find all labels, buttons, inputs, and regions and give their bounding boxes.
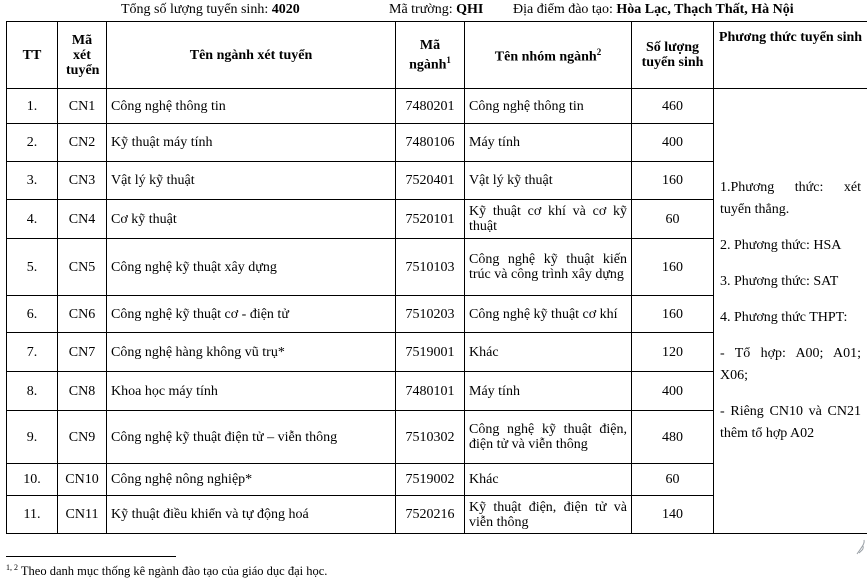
cell-code: CN11 xyxy=(58,496,107,534)
footnote-divider xyxy=(6,556,176,557)
cell-major-code: 7520216 xyxy=(396,496,465,534)
total-label: Tổng số lượng tuyển sinh: xyxy=(121,2,269,17)
training-location xyxy=(513,2,794,18)
cell-group: Công nghệ kỹ thuật điện, điện tử và viễn thông xyxy=(465,411,632,464)
group-label: Tên nhóm ngành xyxy=(494,49,597,65)
cell-major-code: 7480106 xyxy=(396,124,465,162)
major-code-footnote-mark: 1 xyxy=(446,54,451,65)
group-footnote-mark: 2 xyxy=(596,47,602,58)
table-header-row xyxy=(7,22,867,89)
table-body xyxy=(7,89,867,534)
cell-group: Kỹ thuật điện, điện tử và viễn thông xyxy=(465,496,632,534)
cell-code: CN8 xyxy=(58,372,107,411)
cell-name: Công nghệ thông tin xyxy=(107,89,396,124)
cell-name: Công nghệ kỹ thuật điện tử – viễn thông xyxy=(107,411,396,464)
total-value: 4020 xyxy=(271,2,300,17)
cell-major-code: 7510103 xyxy=(396,239,465,296)
cell-major-code: 7519001 xyxy=(396,333,465,372)
cell-quota: 160 xyxy=(632,162,714,200)
table-row xyxy=(7,89,867,124)
cell-tt: 9. xyxy=(7,411,58,464)
col-header-method: Phương thức tuyển sinh xyxy=(714,22,867,89)
cell-name: Công nghệ kỹ thuật xây dựng xyxy=(107,239,396,296)
footnote xyxy=(6,563,327,579)
footnote-marks: 1, 2 xyxy=(6,563,18,572)
cell-tt: 2. xyxy=(7,124,58,162)
cell-tt: 1. xyxy=(7,89,58,124)
cell-major-code: 7520401 xyxy=(396,162,465,200)
school-code xyxy=(389,2,483,18)
method-line: - Tổ hợp: A00; A01; X06; xyxy=(720,346,861,383)
cell-quota: 460 xyxy=(632,89,714,124)
cell-code: CN9 xyxy=(58,411,107,464)
cell-code: CN1 xyxy=(58,89,107,124)
cell-code: CN6 xyxy=(58,296,107,333)
cell-tt: 5. xyxy=(7,239,58,296)
cell-quota: 400 xyxy=(632,372,714,411)
cell-quota: 60 xyxy=(632,200,714,239)
pen-mark-icon xyxy=(855,538,867,556)
cell-tt: 6. xyxy=(7,296,58,333)
cell-major-code: 7510203 xyxy=(396,296,465,333)
cell-major-code: 7510302 xyxy=(396,411,465,464)
document-header xyxy=(0,0,867,20)
cell-major-code: 7520101 xyxy=(396,200,465,239)
cell-name: Công nghệ nông nghiệp* xyxy=(107,464,396,496)
cell-code: CN3 xyxy=(58,162,107,200)
cell-major-code: 7480101 xyxy=(396,372,465,411)
cell-group: Kỹ thuật cơ khí và cơ kỹ thuật xyxy=(465,200,632,239)
method-line: 2. Phương thức: HSA xyxy=(720,238,842,253)
cell-tt: 7. xyxy=(7,333,58,372)
school-code-value: QHI xyxy=(456,2,484,17)
cell-name: Công nghệ kỹ thuật cơ - điện tử xyxy=(107,296,396,333)
cell-group: Công nghệ kỹ thuật kiến trúc và công trình xây dựng xyxy=(465,239,632,296)
cell-code: CN5 xyxy=(58,239,107,296)
cell-tt: 4. xyxy=(7,200,58,239)
cell-name: Vật lý kỹ thuật xyxy=(107,162,396,200)
cell-name: Khoa học máy tính xyxy=(107,372,396,411)
cell-tt: 10. xyxy=(7,464,58,496)
cell-admission-methods xyxy=(714,89,867,534)
total-enrollment xyxy=(121,2,300,18)
cell-group: Khác xyxy=(465,333,632,372)
cell-major-code: 7519002 xyxy=(396,464,465,496)
cell-quota: 160 xyxy=(632,239,714,296)
col-header-tt: TT xyxy=(7,22,58,89)
cell-code: CN7 xyxy=(58,333,107,372)
cell-quota: 140 xyxy=(632,496,714,534)
method-line: 3. Phương thức: SAT xyxy=(720,274,839,289)
cell-tt: 3. xyxy=(7,162,58,200)
admission-table xyxy=(6,21,867,534)
location-label: Địa điểm đào tạo: xyxy=(513,2,613,17)
cell-quota: 120 xyxy=(632,333,714,372)
major-code-label: Mã ngành xyxy=(409,37,447,73)
col-header-group xyxy=(465,22,632,89)
method-line: 1.Phương thức: xét tuyển thẳng. xyxy=(720,180,861,217)
col-header-name: Tên ngành xét tuyển xyxy=(107,22,396,89)
cell-group: Công nghệ thông tin xyxy=(465,89,632,124)
cell-major-code: 7480201 xyxy=(396,89,465,124)
cell-group: Máy tính xyxy=(465,372,632,411)
col-header-code: Mã xét tuyển xyxy=(58,22,107,89)
cell-tt: 11. xyxy=(7,496,58,534)
cell-code: CN4 xyxy=(58,200,107,239)
col-header-major-code xyxy=(396,22,465,89)
method-line: - Riêng CN10 và CN21 thêm tổ hợp A02 xyxy=(720,404,861,441)
footnote-text: Theo danh mục thống kê ngành đào tạo của giáo dục đại học. xyxy=(20,564,328,579)
cell-quota: 160 xyxy=(632,296,714,333)
cell-group: Máy tính xyxy=(465,124,632,162)
cell-name: Kỹ thuật máy tính xyxy=(107,124,396,162)
cell-tt: 8. xyxy=(7,372,58,411)
cell-name: Cơ kỹ thuật xyxy=(107,200,396,239)
cell-group: Vật lý kỹ thuật xyxy=(465,162,632,200)
location-value: Hòa Lạc, Thạch Thất, Hà Nội xyxy=(616,2,794,17)
cell-name: Kỹ thuật điều khiển và tự động hoá xyxy=(107,496,396,534)
method-line: 4. Phương thức THPT: xyxy=(720,310,848,325)
cell-name: Công nghệ hàng không vũ trụ* xyxy=(107,333,396,372)
school-code-label: Mã trường: xyxy=(389,2,453,17)
cell-group: Công nghệ kỹ thuật cơ khí xyxy=(465,296,632,333)
cell-quota: 400 xyxy=(632,124,714,162)
cell-code: CN2 xyxy=(58,124,107,162)
col-header-quota: Số lượng tuyển sinh xyxy=(632,22,714,89)
cell-code: CN10 xyxy=(58,464,107,496)
cell-quota: 60 xyxy=(632,464,714,496)
cell-group: Khác xyxy=(465,464,632,496)
cell-quota: 480 xyxy=(632,411,714,464)
